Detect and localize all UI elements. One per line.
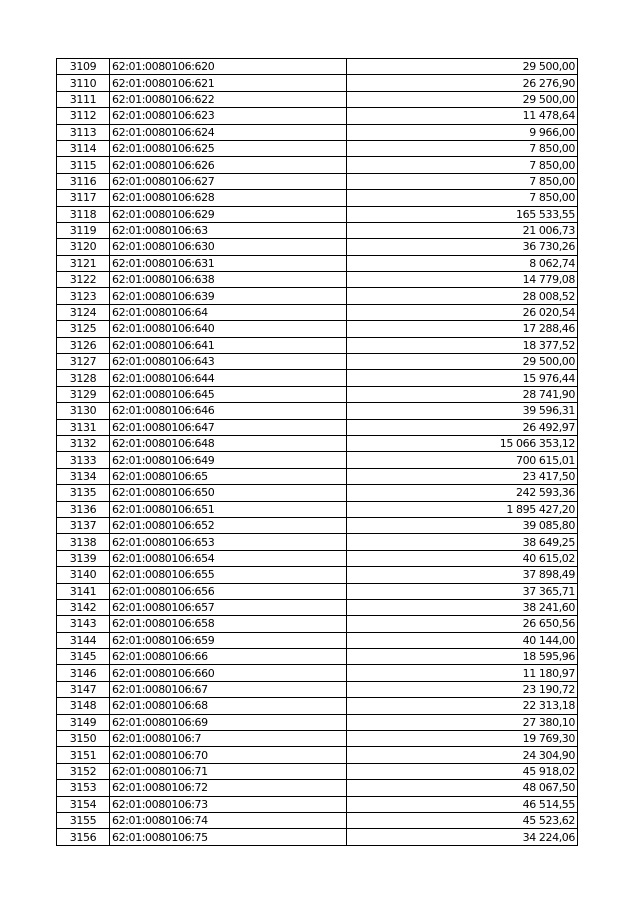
cadastral-number: 62:01:0080106:646 [110,403,347,419]
cadastral-value: 38 649,25 [347,534,578,550]
cadastral-number: 62:01:0080106:630 [110,239,347,255]
cadastral-value: 27 380,10 [347,714,578,730]
row-number: 3117 [57,190,110,206]
table-row [57,517,578,533]
cadastral-value: 17 288,46 [347,321,578,337]
cadastral-number: 62:01:0080106:63 [110,222,347,238]
table-row [57,403,578,419]
row-number: 3124 [57,304,110,320]
table-row [57,796,578,812]
table-row [57,206,578,222]
cadastral-value: 23 190,72 [347,681,578,697]
table-row [57,75,578,91]
cadastral-number: 62:01:0080106:626 [110,157,347,173]
row-number: 3144 [57,632,110,648]
table-row [57,599,578,615]
cadastral-number: 62:01:0080106:621 [110,75,347,91]
row-number: 3112 [57,108,110,124]
cadastral-value: 37 365,71 [347,583,578,599]
row-number: 3154 [57,796,110,812]
cadastral-number: 62:01:0080106:67 [110,681,347,697]
cadastral-number: 62:01:0080106:645 [110,386,347,402]
cadastral-number: 62:01:0080106:620 [110,59,347,75]
cadastral-value: 26 276,90 [347,75,578,91]
cadastral-value: 40 144,00 [347,632,578,648]
table-row [57,485,578,501]
row-number: 3141 [57,583,110,599]
cadastral-number: 62:01:0080106:639 [110,288,347,304]
cadastral-number: 62:01:0080106:655 [110,567,347,583]
cadastral-value: 39 085,80 [347,517,578,533]
cadastral-value-table [56,58,578,846]
cadastral-value: 7 850,00 [347,140,578,156]
row-number: 3113 [57,124,110,140]
table-row [57,190,578,206]
cadastral-value: 15 066 353,12 [347,435,578,451]
cadastral-number: 62:01:0080106:65 [110,468,347,484]
cadastral-value: 46 514,55 [347,796,578,812]
cadastral-number: 62:01:0080106:638 [110,272,347,288]
row-number: 3130 [57,403,110,419]
row-number: 3138 [57,534,110,550]
cadastral-value: 18 595,96 [347,649,578,665]
row-number: 3111 [57,91,110,107]
cadastral-number: 62:01:0080106:658 [110,616,347,632]
cadastral-number: 62:01:0080106:74 [110,812,347,828]
row-number: 3133 [57,452,110,468]
row-number: 3114 [57,140,110,156]
cadastral-number: 62:01:0080106:69 [110,714,347,730]
cadastral-number: 62:01:0080106:641 [110,337,347,353]
row-number: 3148 [57,698,110,714]
table-row [57,91,578,107]
cadastral-value: 1 895 427,20 [347,501,578,517]
row-number: 3115 [57,157,110,173]
table-row [57,386,578,402]
table-row [57,763,578,779]
row-number: 3109 [57,59,110,75]
row-number: 3118 [57,206,110,222]
row-number: 3155 [57,812,110,828]
table-row [57,698,578,714]
row-number: 3116 [57,173,110,189]
table-row [57,681,578,697]
table-row [57,665,578,681]
cadastral-number: 62:01:0080106:72 [110,780,347,796]
cadastral-number: 62:01:0080106:623 [110,108,347,124]
row-number: 3150 [57,731,110,747]
cadastral-value: 37 898,49 [347,567,578,583]
row-number: 3127 [57,354,110,370]
cadastral-value: 242 593,36 [347,485,578,501]
cadastral-value: 24 304,90 [347,747,578,763]
table-row [57,812,578,828]
table-row [57,157,578,173]
cadastral-value: 15 976,44 [347,370,578,386]
table-row [57,59,578,75]
cadastral-value: 165 533,55 [347,206,578,222]
table-row [57,304,578,320]
cadastral-value: 26 492,97 [347,419,578,435]
cadastral-value: 34 224,06 [347,829,578,845]
table-row [57,632,578,648]
row-number: 3153 [57,780,110,796]
row-number: 3122 [57,272,110,288]
cadastral-value: 7 850,00 [347,157,578,173]
table-row [57,370,578,386]
cadastral-number: 62:01:0080106:628 [110,190,347,206]
cadastral-value: 23 417,50 [347,468,578,484]
row-number: 3126 [57,337,110,353]
row-number: 3151 [57,747,110,763]
cadastral-number: 62:01:0080106:7 [110,731,347,747]
cadastral-number: 62:01:0080106:68 [110,698,347,714]
cadastral-value: 22 313,18 [347,698,578,714]
cadastral-value: 40 615,02 [347,550,578,566]
cadastral-number: 62:01:0080106:70 [110,747,347,763]
cadastral-number: 62:01:0080106:75 [110,829,347,845]
row-number: 3120 [57,239,110,255]
cadastral-value: 26 020,54 [347,304,578,320]
cadastral-value: 39 596,31 [347,403,578,419]
table-row [57,583,578,599]
cadastral-value: 7 850,00 [347,190,578,206]
cadastral-value: 8 062,74 [347,255,578,271]
cadastral-number: 62:01:0080106:625 [110,140,347,156]
row-number: 3135 [57,485,110,501]
row-number: 3119 [57,222,110,238]
row-number: 3131 [57,419,110,435]
row-number: 3123 [57,288,110,304]
table-row [57,616,578,632]
cadastral-number: 62:01:0080106:622 [110,91,347,107]
cadastral-number: 62:01:0080106:647 [110,419,347,435]
cadastral-number: 62:01:0080106:644 [110,370,347,386]
cadastral-value: 29 500,00 [347,59,578,75]
table-row [57,534,578,550]
cadastral-number: 62:01:0080106:66 [110,649,347,665]
row-number: 3134 [57,468,110,484]
cadastral-value: 48 067,50 [347,780,578,796]
table-row [57,501,578,517]
table-row [57,649,578,665]
table-row [57,222,578,238]
cadastral-value: 29 500,00 [347,91,578,107]
table-row [57,419,578,435]
table-row [57,354,578,370]
table-row [57,435,578,451]
cadastral-value: 45 523,62 [347,812,578,828]
table-row [57,567,578,583]
cadastral-number: 62:01:0080106:73 [110,796,347,812]
row-number: 3146 [57,665,110,681]
cadastral-number: 62:01:0080106:64 [110,304,347,320]
table-row [57,124,578,140]
table-row [57,173,578,189]
table-row [57,239,578,255]
table-body [57,59,578,846]
row-number: 3128 [57,370,110,386]
row-number: 3145 [57,649,110,665]
table-row [57,550,578,566]
cadastral-number: 62:01:0080106:627 [110,173,347,189]
table-row [57,747,578,763]
row-number: 3129 [57,386,110,402]
cadastral-number: 62:01:0080106:659 [110,632,347,648]
cadastral-value: 29 500,00 [347,354,578,370]
table-row [57,780,578,796]
cadastral-value: 9 966,00 [347,124,578,140]
cadastral-number: 62:01:0080106:654 [110,550,347,566]
cadastral-number: 62:01:0080106:648 [110,435,347,451]
row-number: 3156 [57,829,110,845]
row-number: 3147 [57,681,110,697]
cadastral-value: 28 008,52 [347,288,578,304]
cadastral-value: 7 850,00 [347,173,578,189]
table-row [57,272,578,288]
table-row [57,468,578,484]
row-number: 3125 [57,321,110,337]
cadastral-number: 62:01:0080106:657 [110,599,347,615]
cadastral-value: 28 741,90 [347,386,578,402]
cadastral-value: 45 918,02 [347,763,578,779]
row-number: 3137 [57,517,110,533]
cadastral-value: 11 180,97 [347,665,578,681]
cadastral-number: 62:01:0080106:650 [110,485,347,501]
table-row [57,452,578,468]
cadastral-value: 11 478,64 [347,108,578,124]
cadastral-number: 62:01:0080106:651 [110,501,347,517]
row-number: 3140 [57,567,110,583]
cadastral-number: 62:01:0080106:653 [110,534,347,550]
table-row [57,255,578,271]
row-number: 3110 [57,75,110,91]
row-number: 3132 [57,435,110,451]
cadastral-number: 62:01:0080106:660 [110,665,347,681]
table-row [57,288,578,304]
row-number: 3152 [57,763,110,779]
table-row [57,108,578,124]
cadastral-number: 62:01:0080106:631 [110,255,347,271]
row-number: 3136 [57,501,110,517]
row-number: 3142 [57,599,110,615]
cadastral-value: 14 779,08 [347,272,578,288]
table-row [57,731,578,747]
cadastral-value: 21 006,73 [347,222,578,238]
cadastral-number: 62:01:0080106:71 [110,763,347,779]
cadastral-value: 18 377,52 [347,337,578,353]
table-row [57,829,578,845]
row-number: 3143 [57,616,110,632]
cadastral-number: 62:01:0080106:652 [110,517,347,533]
row-number: 3149 [57,714,110,730]
table-row [57,140,578,156]
cadastral-number: 62:01:0080106:649 [110,452,347,468]
cadastral-number: 62:01:0080106:629 [110,206,347,222]
cadastral-number: 62:01:0080106:624 [110,124,347,140]
table-row [57,337,578,353]
cadastral-value: 38 241,60 [347,599,578,615]
table-row [57,321,578,337]
cadastral-number: 62:01:0080106:656 [110,583,347,599]
cadastral-number: 62:01:0080106:643 [110,354,347,370]
cadastral-value: 26 650,56 [347,616,578,632]
cadastral-number: 62:01:0080106:640 [110,321,347,337]
cadastral-value: 700 615,01 [347,452,578,468]
cadastral-value: 19 769,30 [347,731,578,747]
row-number: 3139 [57,550,110,566]
cadastral-value: 36 730,26 [347,239,578,255]
row-number: 3121 [57,255,110,271]
table-row [57,714,578,730]
